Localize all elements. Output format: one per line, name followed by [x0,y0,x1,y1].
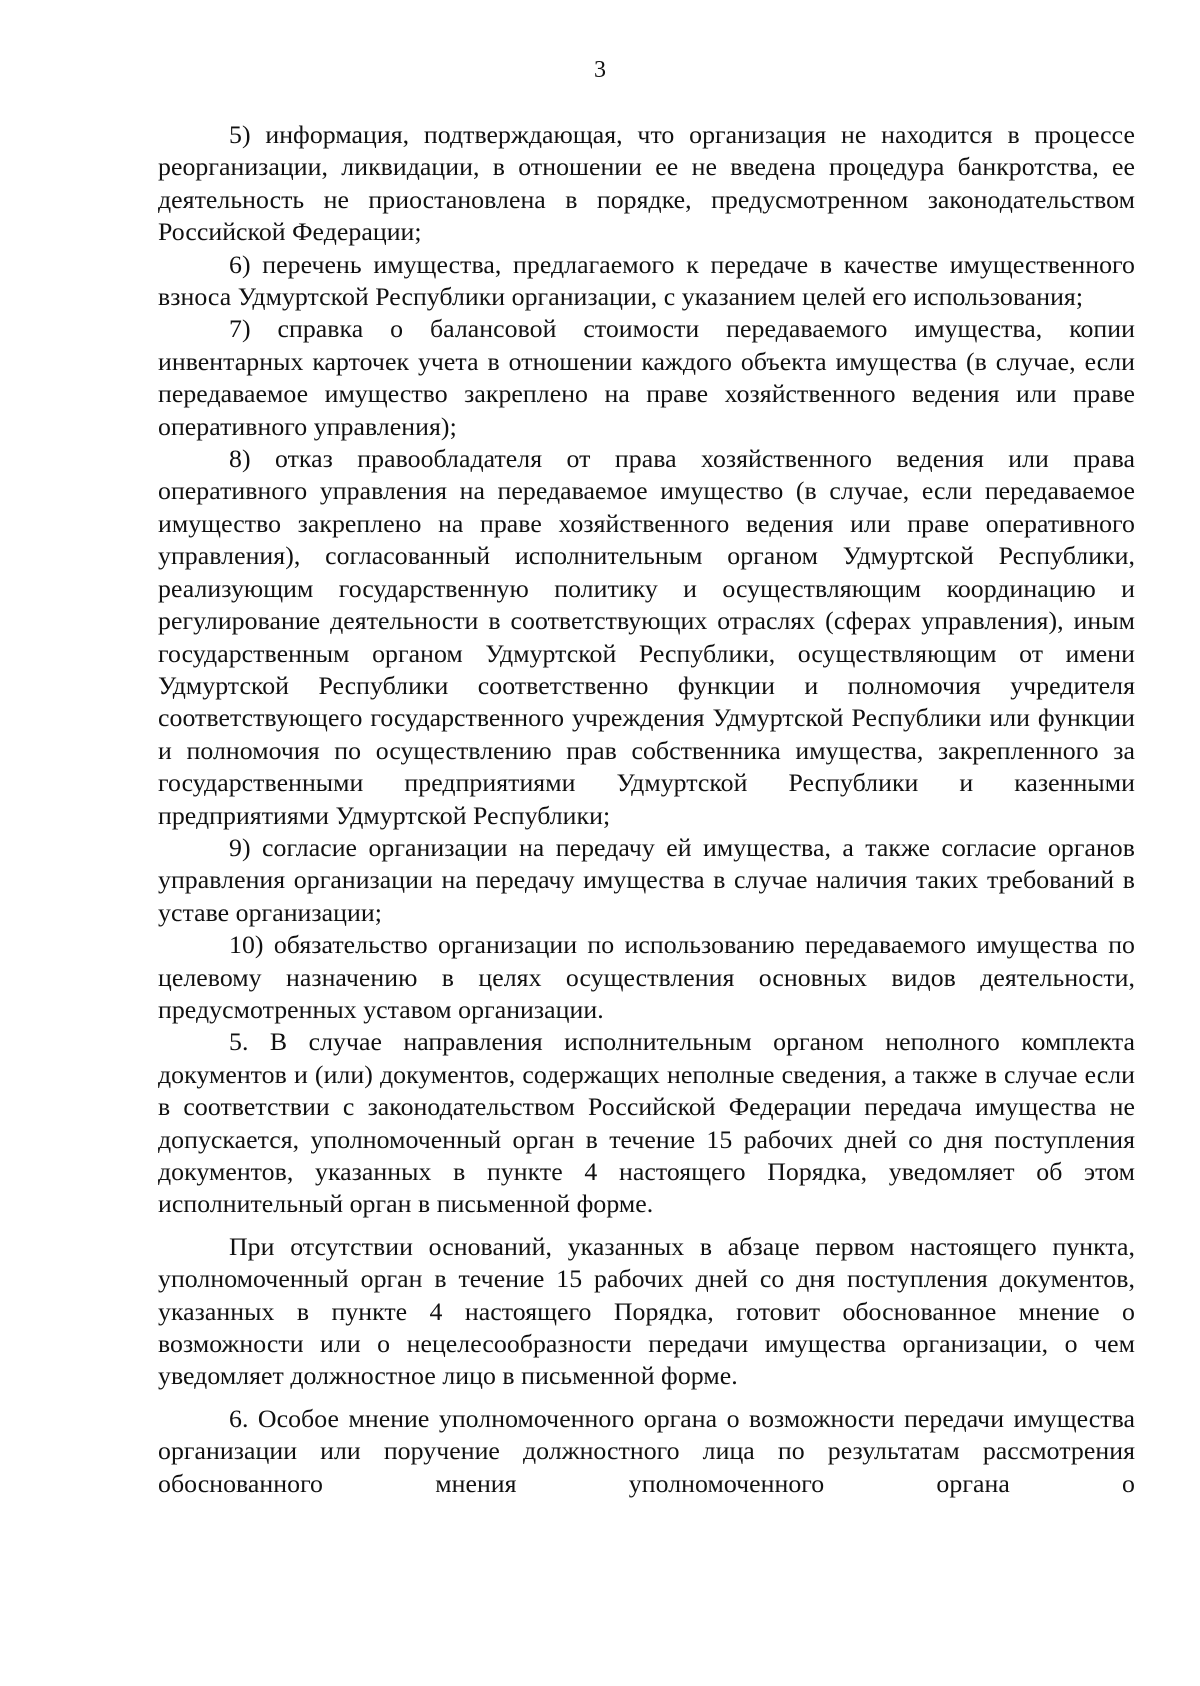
page-number: 3 [594,57,606,83]
paragraph-item-10: 10) обязательство организации по использованию передаваемого имущества по целевому назначению в целях осуществления основных видов деятельности, предусмотренных уставом организации. [158,930,1135,1024]
paragraph-item-7: 7) справка о балансовой стоимости передаваемого имущества, копии инвентарных карточек учета в отношении каждого объекта имущества (в случае, если передаваемое имущество закреплено на праве хозяйственного ведения или праве оперативного управления); [158,314,1135,441]
paragraph-clause-5-second: При отсутствии оснований, указанных в абзаце первом настоящего пункта, уполномоченный орган в течение 15 рабочих дней со дня поступления документов, указанных в пункте 4 настоящего Порядка, готовит обоснованное мнение о возможности или о нецелесообразности передачи имущества организации, о чем уведомляет должностное лицо в письменной форме. [158,1231,1135,1391]
paragraph-item-5: 5) информация, подтверждающая, что организация не находится в процессе реорганизации, ликвидации, в отношении ее не введена процедура банкротства, ее деятельность не приостановлена в порядке, предусмотренном законодательством Российской Федерации; [158,120,1135,247]
paragraph-clause-5: 5. В случае направления исполнительным органом неполного комплекта документов и (или) документов, содержащих неполные сведения, а также в случае если в соответствии с законодательством Российской Федерации передача имущества не допускается, уполномоченный орган в течение 15 рабочих дней со дня поступления документов, указанных в пункте 4 настоящего Порядка, уведомляет об этом исполнительный орган в письменной форме. [158,1027,1135,1219]
document-body [158,119,1135,1500]
paragraph-item-6: 6) перечень имущества, предлагаемого к передаче в качестве имущественного взноса Удмуртской Республики организации, с указанием целей его использования; [158,249,1135,312]
paragraph-item-9: 9) согласие организации на передачу ей имущества, а также согласие органов управления организации на передачу имущества в случае наличия таких требований в уставе организации; [158,832,1135,927]
paragraph-item-8: 8) отказ правообладателя от права хозяйственного ведения или права оперативного управления на передаваемое имущество (в случае, если передаваемое имущество закреплено на праве хозяйственного ведения или праве оперативного управления), согласованный исполнительным органом Удмуртской Республики, реализующим государственную политику и осуществляющим координацию и регулирование деятельности в соответствующих отраслях (сферах управления), иным государственным органом Удмуртской Республики, осуществляющим от имени Удмуртской Республики соответственно функции и полномочия учредителя соответствующего государственного учреждения Удмуртской Республики или функции и полномочия по осуществлению прав собственника имущества, закрепленного за государственными предприятиями Удмуртской Республики и казенными предприятиями Удмуртской Республики; [158,444,1135,830]
paragraph-clause-6: 6. Особое мнение уполномоченного органа о возможности передачи имущества организации или поручение должностного лица по результатам рассмотрения обоснованного мнения уполномоченного органа о [158,1403,1135,1498]
